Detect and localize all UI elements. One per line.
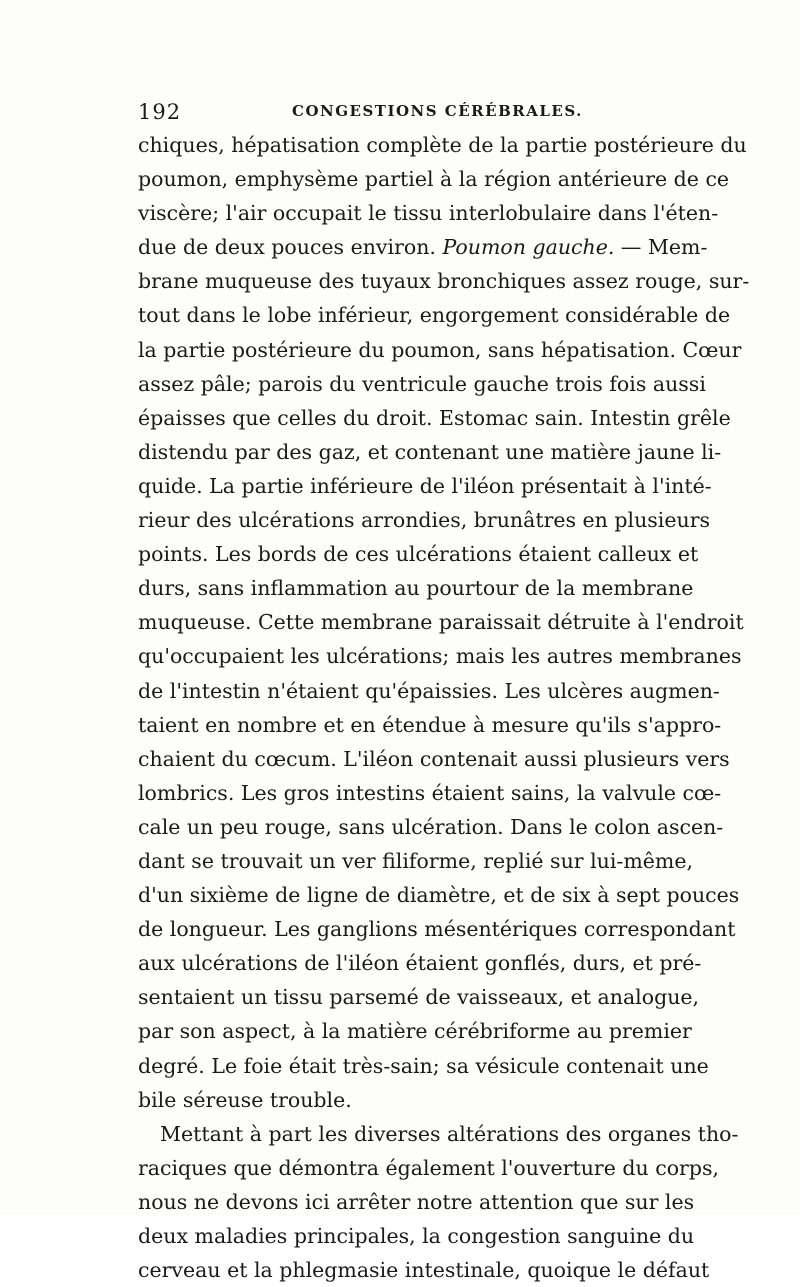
text-line [138, 230, 708, 264]
running-head [138, 98, 658, 126]
running-title: CONGESTIONS CÉRÉBRALES. [292, 102, 583, 120]
text-line: d'un sixième de ligne de diamètre, et de six à sept pouces [138, 883, 740, 908]
text-line: épaisses que celles du droit. Estomac sain. Intestin grêle [138, 405, 731, 430]
text-line: deux maladies principales, la congestion sanguine du [138, 1224, 695, 1248]
text-line: taient en nombre et en étendue à mesure qu'ils s'appro- [138, 712, 722, 737]
text-line: durs, sans inflammation au pourtour de la membrane [138, 576, 694, 601]
text-line: cerveau et la phlegmasie intestinale, quoique le défaut [138, 1258, 710, 1283]
text-line: degré. Le foie était très-sain; sa vésicule contenait une [138, 1053, 709, 1078]
body-text [138, 128, 750, 1287]
text-line: muqueuse. Cette membrane paraissait détruite à l'endroit [138, 610, 744, 635]
text-line: raciques que démontra également l'ouverture du corps, [138, 1155, 719, 1180]
text-line: chaient du cœcum. L'iléon contenait aussi plusieurs vers [138, 746, 730, 771]
text-line: lombrics. Les gros intestins étaient sains, la valvule cœ- [138, 780, 722, 805]
text-segment: due de deux pouces environ. [138, 235, 436, 260]
text-line: bile séreuse trouble. [138, 1087, 352, 1112]
text-line: tout dans le lobe inférieur, engorgement considérable de [138, 303, 731, 328]
text-line: rieur des ulcérations arrondies, brunâtres en plusieurs [138, 508, 711, 533]
paragraph-start-line: Mettant à part les diverses altérations des organes tho- [160, 1121, 739, 1146]
text-line: dant se trouvait un ver filiforme, replié sur lui-même, [138, 848, 693, 873]
text-line: sentaient un tissu parsemé de vaisseaux, et analogue, [138, 985, 700, 1010]
text-line: poumon, emphysème partiel à la région antérieure de ce [138, 167, 730, 192]
text-line: points. Les bords de ces ulcérations étaient calleux et [138, 542, 699, 567]
text-line: nous ne devons ici arrêter notre attention que sur les [138, 1189, 695, 1214]
text-line: cale un peu rouge, sans ulcération. Dans le colon ascen- [138, 814, 724, 839]
text-line: qu'occupaient les ulcérations; mais les autres membranes [138, 644, 742, 669]
text-line: de l'intestin n'étaient qu'épaissies. Les ulcères augmen- [138, 678, 720, 703]
text-line: viscère; l'air occupait le tissu interlobulaire dans l'éten- [138, 201, 719, 226]
text-line: chiques, hépatisation complète de la partie postérieure du [138, 133, 747, 157]
text-segment: — Mem- [614, 235, 708, 260]
text-line: distendu par des gaz, et contenant une matière jaune li- [138, 439, 722, 464]
text-line: par son aspect, à la matière cérébriforme au premier [138, 1019, 692, 1044]
page-number: 192 [138, 100, 182, 124]
text-line: aux ulcérations de l'iléon étaient gonflés, durs, et pré- [138, 951, 702, 976]
text-line: quide. La partie inférieure de l'iléon présentait à l'inté- [138, 473, 712, 498]
text-line: de longueur. Les ganglions mésentériques correspondant [138, 917, 736, 942]
text-line: assez pâle; parois du ventricule gauche trois fois aussi [138, 371, 706, 396]
italic-heading: Poumon gauche. [442, 235, 615, 260]
text-line: brane muqueuse des tuyaux bronchiques assez rouge, sur- [138, 269, 750, 294]
text-line: la partie postérieure du poumon, sans hépatisation. Cœur [138, 337, 742, 362]
